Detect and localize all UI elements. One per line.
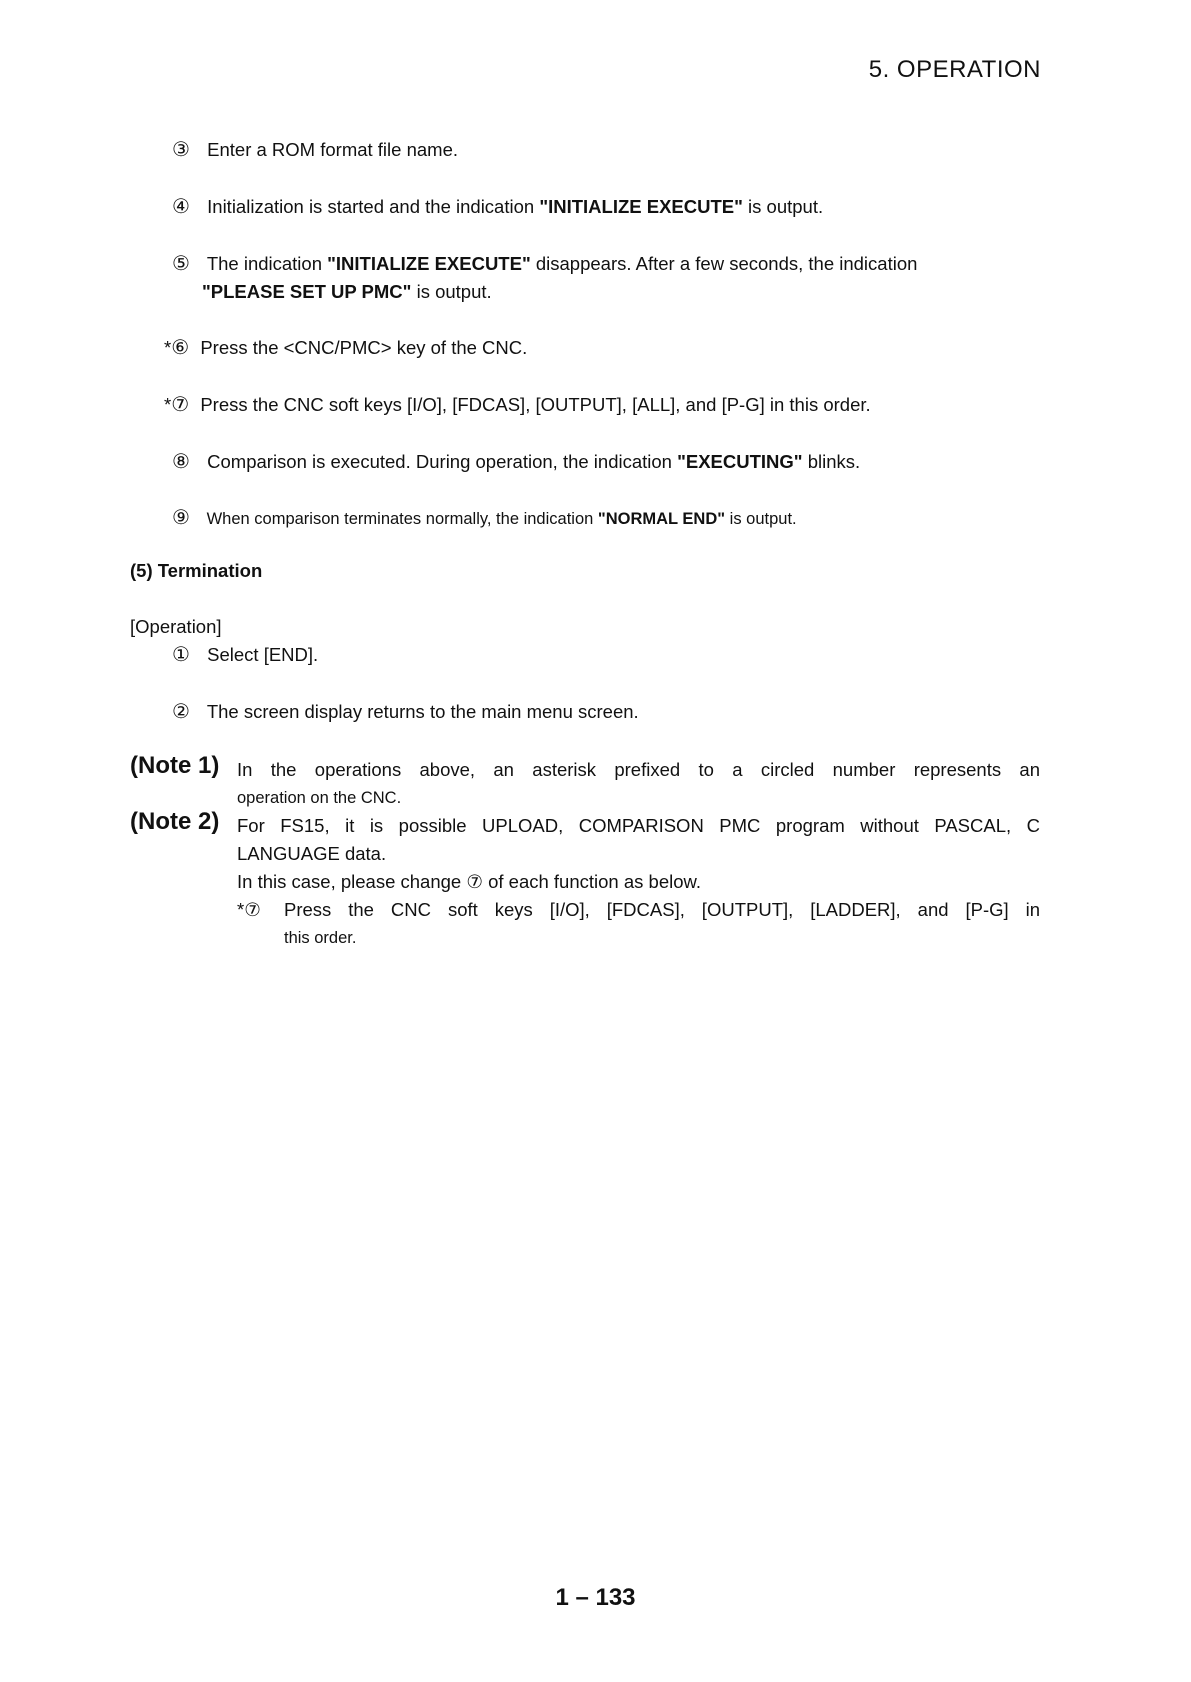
note-text: Press the CNC soft keys [I/O], [FDCAS], [OUTPUT], [LADDER], and [P-G] in — [284, 899, 1040, 920]
note-2 — [130, 808, 1040, 952]
step-6: *⑥ Press the <CNC/PMC> key of the CNC. — [172, 334, 1042, 362]
step-9: ⑨ When comparison terminates normally, the indication "NORMAL END" is output. — [172, 504, 1042, 533]
indication-text: "INITIALIZE EXECUTE" — [539, 196, 743, 217]
step-text: Select [END]. — [207, 644, 319, 665]
step-text: Enter a ROM format file name. — [207, 139, 459, 160]
step-number: ① — [172, 644, 190, 666]
step-4: ④ Initialization is started and the indication "INITIALIZE EXECUTE" is output. — [172, 193, 1042, 221]
termination-step-2 — [172, 698, 1042, 726]
page-number: 1 – 133 — [555, 1584, 636, 1611]
operation-label: [Operation] — [130, 616, 222, 637]
section-title: (5) Termination — [130, 560, 263, 581]
note-text: LANGUAGE data. — [237, 843, 387, 864]
indication-text: "INITIALIZE EXECUTE" — [327, 253, 531, 274]
step-text: The screen display returns to the main menu screen. — [206, 701, 639, 722]
note-text: this order. — [284, 929, 357, 947]
termination-step-1 — [172, 641, 1042, 669]
circled-number: ⑦ — [466, 871, 483, 892]
indication-text: "NORMAL END" — [597, 510, 726, 528]
indication-text: "EXECUTING" — [677, 451, 803, 472]
step-number: ⑧ — [172, 451, 190, 473]
circled-number: ⑦ — [244, 899, 261, 920]
step-number: ⑨ — [172, 507, 190, 529]
step-5: ⑤ The indication "INITIALIZE EXECUTE" disappears. After a few seconds, the indication "PLEASE SET UP PMC" is output. — [172, 250, 1042, 306]
step-number: ③ — [172, 139, 190, 161]
step-number: ⑦ — [171, 394, 190, 416]
step-8: ⑧ Comparison is executed. During operation, the indication "EXECUTING" blinks. — [172, 448, 1042, 476]
note-1 — [130, 752, 1040, 812]
note-text: operation on the CNC. — [237, 789, 402, 807]
note-label: (Note 1) — [130, 752, 220, 779]
note-text: For FS15, it is possible UPLOAD, COMPARISON PMC program without PASCAL, C — [237, 815, 1040, 836]
note-text: In the operations above, an asterisk prefixed to a circled number represents an — [237, 759, 1040, 780]
step-text: Press the <CNC/PMC> key of the CNC. — [200, 337, 528, 358]
step-number: ⑥ — [171, 337, 190, 359]
page-header: 5. OPERATION — [868, 56, 1041, 83]
step-number: ⑤ — [172, 253, 190, 275]
step-7: *⑦ Press the CNC soft keys [I/O], [FDCAS], [OUTPUT], [ALL], and [P-G] in this order. — [172, 391, 1042, 419]
note-sub-step: *⑦ Press the CNC soft keys [I/O], [FDCAS], [OUTPUT], [LADDER], and [P-G] in this order. — [237, 896, 1040, 952]
indication-text: "PLEASE SET UP PMC" — [202, 281, 412, 302]
step-number: ② — [172, 701, 190, 723]
step-text: Press the CNC soft keys [I/O], [FDCAS], [OUTPUT], [ALL], and [P-G] in this order. — [200, 394, 871, 415]
step-3 — [172, 136, 1042, 164]
note-text: In this case, please change ⑦ of each function as below. — [237, 871, 701, 892]
step-number: ④ — [172, 196, 190, 218]
note-label: (Note 2) — [130, 808, 220, 835]
